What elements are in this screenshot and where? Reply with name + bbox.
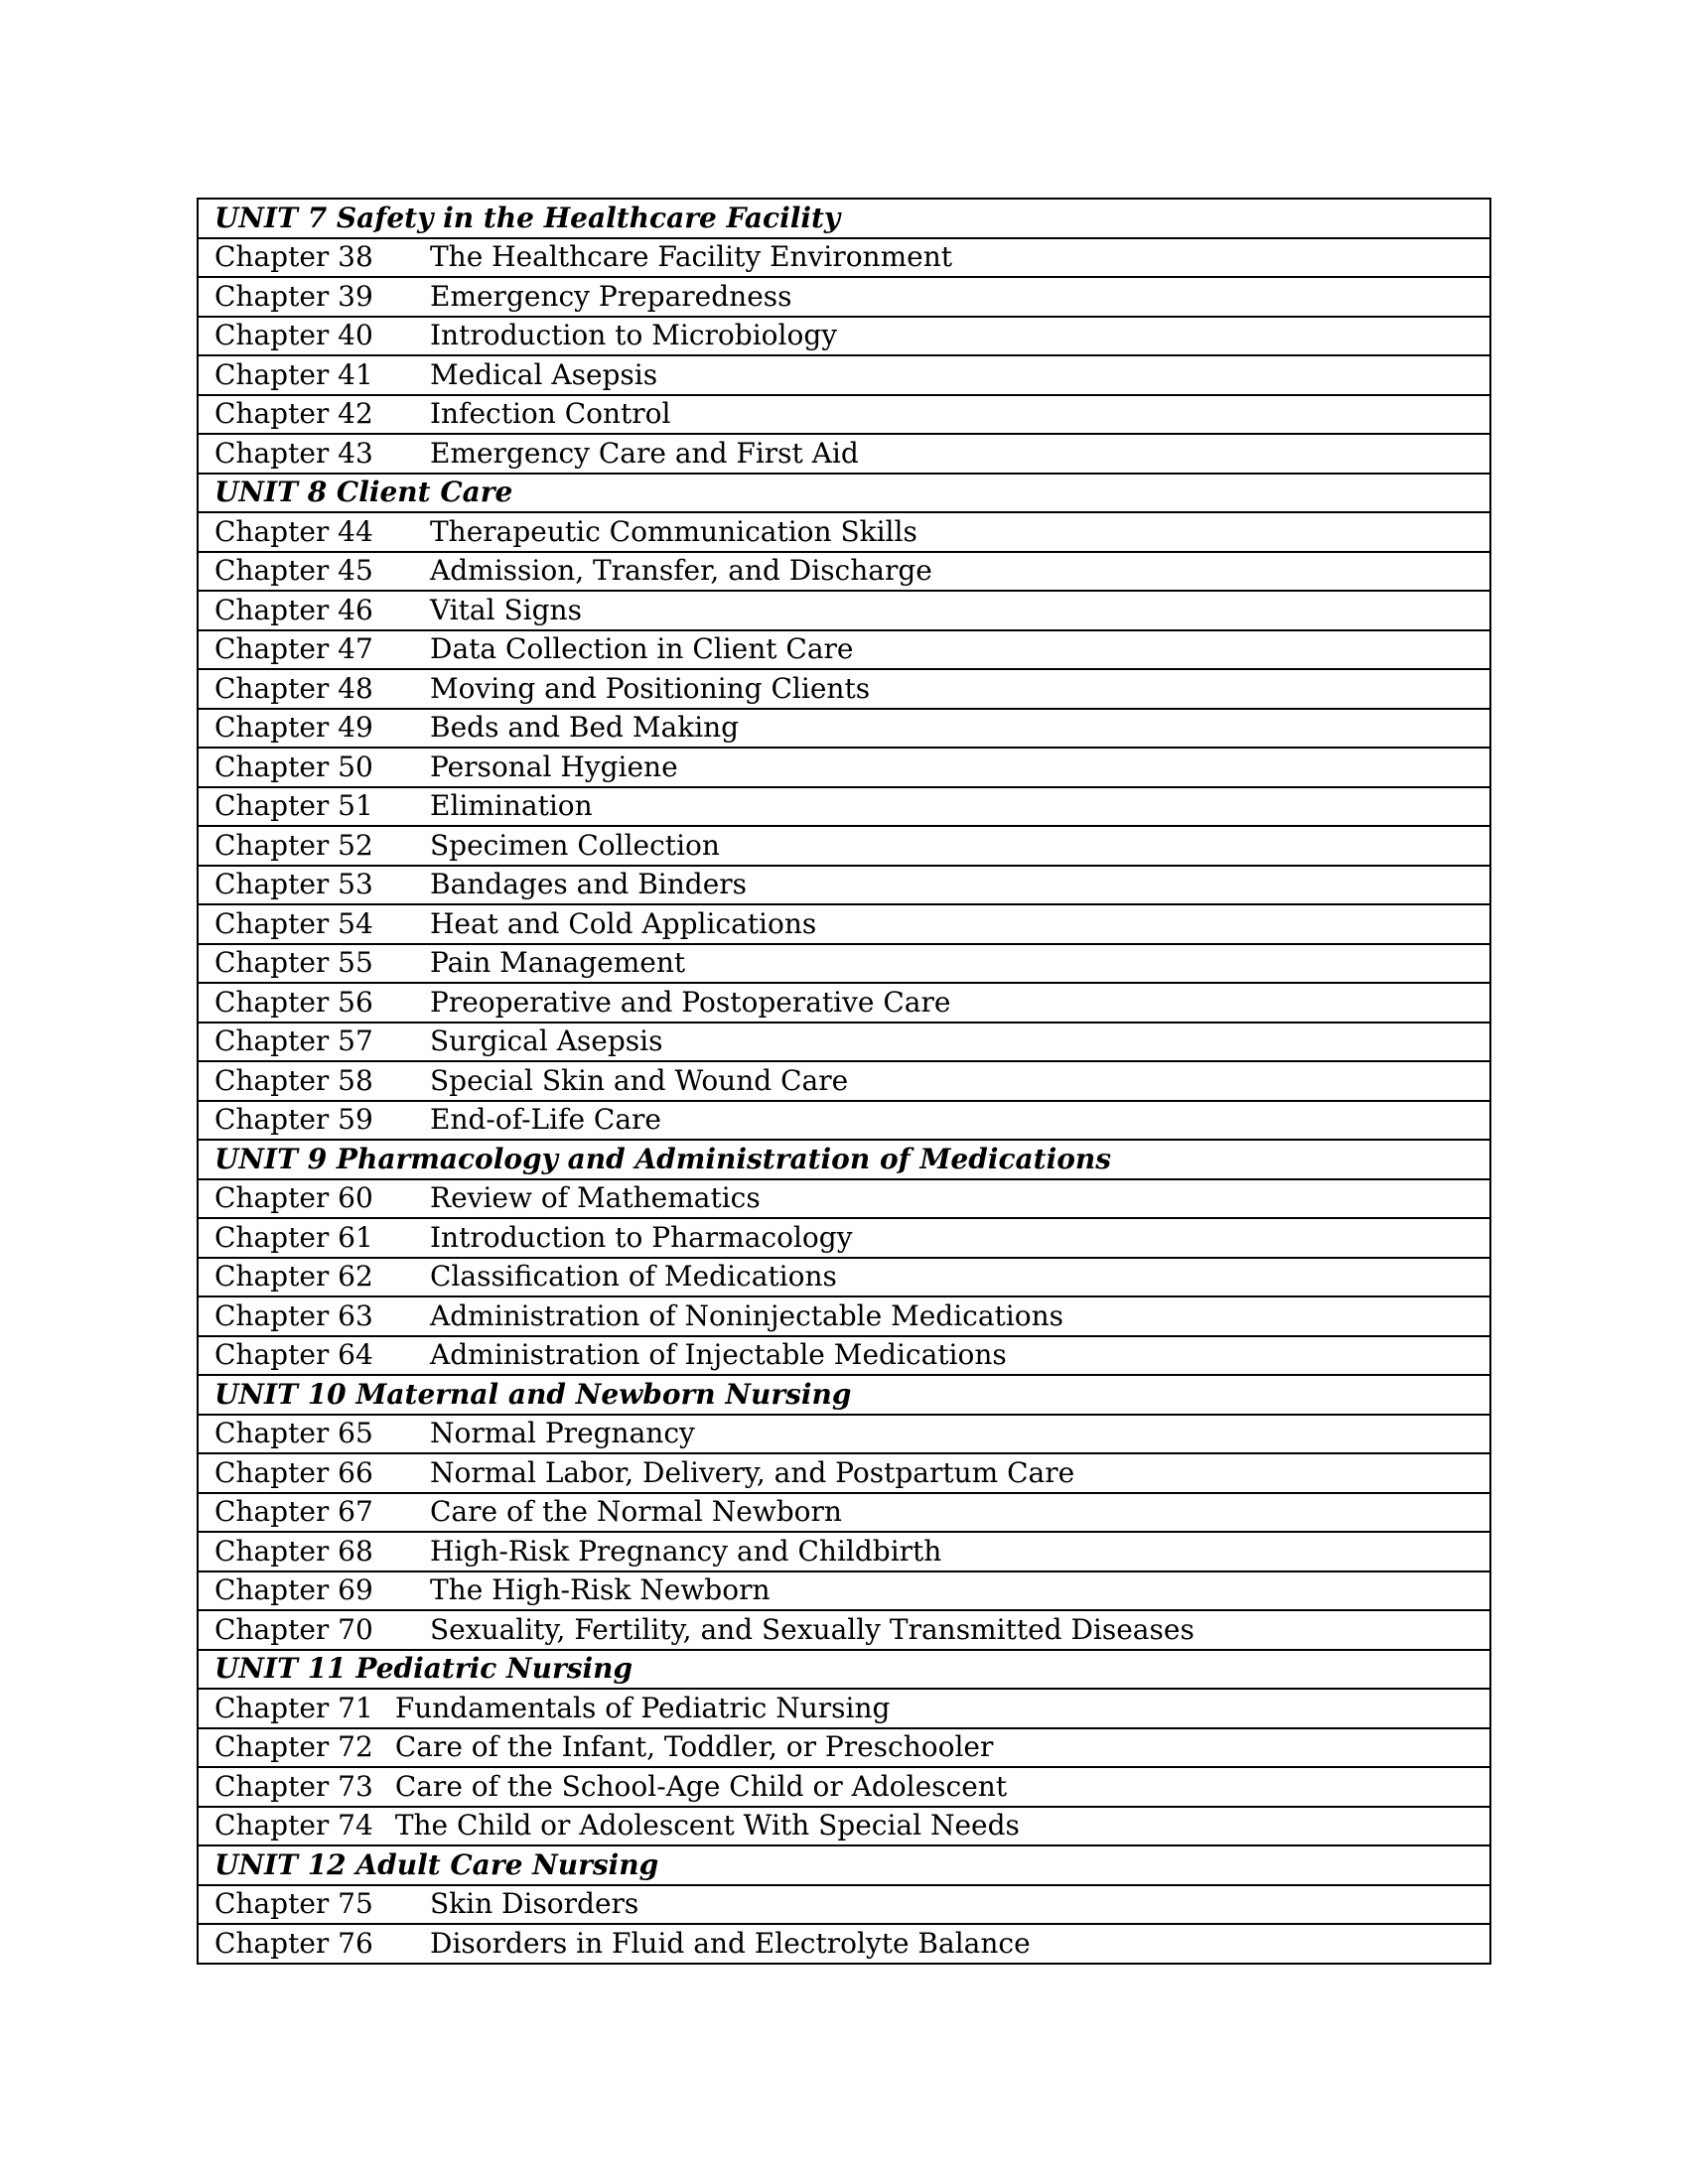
chapter-row: [199, 631, 1489, 671]
chapter-title: Introduction to Microbiology: [430, 319, 838, 352]
chapter-row: [199, 1925, 1489, 1965]
chapter-title: Special Skin and Wound Care: [430, 1063, 849, 1097]
chapter-title: Data Collection in Client Care: [430, 632, 854, 666]
chapter-title: End-of-Life Care: [430, 1103, 661, 1137]
chapter-row: [199, 1768, 1489, 1808]
chapter-title: Fundamentals of Pediatric Nursing: [394, 1691, 891, 1724]
chapter-number: Chapter 40: [214, 319, 373, 352]
chapter-row: [199, 1808, 1489, 1847]
chapter-number: Chapter 76: [214, 1926, 373, 1960]
chapter-number: Chapter 61: [214, 1220, 373, 1254]
chapter-number: Chapter 53: [214, 868, 373, 901]
chapter-row: [199, 278, 1489, 318]
unit-heading: UNIT 10 Maternal and Newborn Nursing: [199, 1376, 1489, 1416]
chapter-row: [199, 788, 1489, 828]
chapter-number: Chapter 68: [214, 1534, 373, 1568]
chapter-title: Sexuality, Fertility, and Sexually Transmitted Diseases: [430, 1612, 1195, 1646]
chapter-title: Care of the School-Age Child or Adolescent: [394, 1769, 1008, 1803]
chapter-title: Introduction to Pharmacology: [430, 1220, 853, 1254]
chapter-title: Elimination: [430, 789, 593, 823]
chapter-title: Infection Control: [430, 397, 671, 431]
chapter-row: [199, 827, 1489, 867]
chapter-title: Personal Hygiene: [430, 750, 678, 783]
chapter-number: Chapter 41: [214, 357, 373, 391]
chapter-row: [199, 1062, 1489, 1102]
chapter-row: [199, 435, 1489, 475]
chapter-number: Chapter 52: [214, 828, 373, 862]
chapter-number: Chapter 72: [214, 1730, 373, 1764]
chapter-title: High-Risk Pregnancy and Childbirth: [430, 1534, 942, 1568]
chapter-number: Chapter 43: [214, 436, 373, 470]
chapter-title: Care of the Normal Newborn: [430, 1495, 842, 1529]
chapter-title: Disorders in Fluid and Electrolyte Balance: [430, 1926, 1031, 1960]
chapter-title: The High-Risk Newborn: [430, 1573, 771, 1607]
chapter-title: Pain Management: [430, 946, 686, 980]
chapter-number: Chapter 59: [214, 1103, 373, 1137]
chapter-title: Preoperative and Postoperative Care: [430, 985, 951, 1019]
unit-heading: UNIT 8 Client Care: [199, 475, 1489, 514]
chapter-number: Chapter 51: [214, 789, 373, 823]
unit-heading: UNIT 7 Safety in the Healthcare Facility: [199, 200, 1489, 239]
chapter-row: [199, 1533, 1489, 1572]
chapter-title: Heat and Cold Applications: [430, 906, 817, 940]
chapter-number: Chapter 47: [214, 632, 373, 666]
chapter-title: Normal Labor, Delivery, and Postpartum Care: [430, 1455, 1075, 1489]
chapter-title: Emergency Preparedness: [430, 279, 792, 313]
chapter-title: Emergency Care and First Aid: [430, 436, 859, 470]
chapter-number: Chapter 60: [214, 1181, 373, 1215]
chapter-title: Beds and Bed Making: [430, 711, 740, 745]
chapter-row: [199, 356, 1489, 396]
chapter-row: [199, 592, 1489, 631]
chapter-row: [199, 945, 1489, 985]
chapter-number: Chapter 58: [214, 1063, 373, 1097]
chapter-title: Administration of Injectable Medications: [430, 1338, 1007, 1372]
chapter-title: Vital Signs: [430, 593, 582, 626]
chapter-row: [199, 513, 1489, 553]
unit-heading: UNIT 12 Adult Care Nursing: [199, 1846, 1489, 1886]
chapter-row: [199, 1416, 1489, 1455]
chapter-row: [199, 905, 1489, 945]
chapter-row: [199, 670, 1489, 710]
chapter-title: Admission, Transfer, and Discharge: [430, 554, 932, 588]
chapter-number: Chapter 63: [214, 1298, 373, 1332]
chapter-row: [199, 1180, 1489, 1220]
chapter-title: Classification of Medications: [430, 1260, 837, 1294]
chapter-number: Chapter 46: [214, 593, 373, 626]
chapter-number: Chapter 50: [214, 750, 373, 783]
chapter-number: Chapter 74: [214, 1809, 373, 1843]
chapter-number: Chapter 73: [214, 1769, 373, 1803]
chapter-title: Therapeutic Communication Skills: [430, 514, 917, 548]
chapter-row: [199, 1219, 1489, 1259]
chapter-title: Moving and Positioning Clients: [430, 671, 871, 705]
chapter-number: Chapter 69: [214, 1573, 373, 1607]
chapter-number: Chapter 71: [214, 1691, 373, 1724]
chapter-number: Chapter 64: [214, 1338, 373, 1372]
chapter-number: Chapter 66: [214, 1455, 373, 1489]
chapter-row: [199, 1102, 1489, 1142]
chapter-number: Chapter 56: [214, 985, 373, 1019]
chapter-title: Medical Asepsis: [430, 357, 658, 391]
chapter-number: Chapter 49: [214, 711, 373, 745]
chapter-row: [199, 1454, 1489, 1494]
chapter-row: [199, 867, 1489, 906]
chapter-number: Chapter 67: [214, 1495, 373, 1529]
chapter-title: Review of Mathematics: [430, 1181, 761, 1215]
chapter-row: [199, 1297, 1489, 1337]
chapter-title: Normal Pregnancy: [430, 1417, 695, 1450]
chapter-title: Surgical Asepsis: [430, 1024, 663, 1058]
chapter-number: Chapter 55: [214, 946, 373, 980]
chapter-row: [199, 1572, 1489, 1612]
chapter-row: [199, 1690, 1489, 1729]
chapter-number: Chapter 70: [214, 1612, 373, 1646]
chapter-number: Chapter 57: [214, 1024, 373, 1058]
chapter-number: Chapter 38: [214, 240, 373, 274]
chapter-title: Skin Disorders: [430, 1887, 639, 1921]
chapter-row: [199, 396, 1489, 436]
chapter-row: [199, 1024, 1489, 1063]
chapter-title: Administration of Noninjectable Medications: [430, 1298, 1064, 1332]
unit-heading: UNIT 11 Pediatric Nursing: [199, 1651, 1489, 1691]
unit-heading: UNIT 9 Pharmacology and Administration of Medications: [199, 1141, 1489, 1180]
chapter-title: Care of the Infant, Toddler, or Preschooler: [394, 1730, 994, 1764]
chapter-number: Chapter 65: [214, 1417, 373, 1450]
chapter-row: [199, 749, 1489, 788]
chapter-title: The Healthcare Facility Environment: [430, 240, 952, 274]
chapter-number: Chapter 62: [214, 1260, 373, 1294]
chapter-row: [199, 553, 1489, 593]
chapter-row: [199, 318, 1489, 357]
chapter-row: [199, 1729, 1489, 1769]
chapter-number: Chapter 75: [214, 1887, 373, 1921]
chapter-number: Chapter 45: [214, 554, 373, 588]
chapter-row: [199, 1611, 1489, 1651]
chapter-row: [199, 239, 1489, 279]
chapter-title: Bandages and Binders: [430, 868, 748, 901]
chapter-title: The Child or Adolescent With Special Needs: [394, 1809, 1020, 1843]
table-of-contents: [197, 198, 1491, 1965]
chapter-number: Chapter 54: [214, 906, 373, 940]
chapter-row: [199, 1337, 1489, 1377]
chapter-number: Chapter 44: [214, 514, 373, 548]
chapter-number: Chapter 39: [214, 279, 373, 313]
chapter-row: [199, 1494, 1489, 1534]
chapter-row: [199, 1259, 1489, 1298]
chapter-row: [199, 1886, 1489, 1926]
chapter-number: Chapter 48: [214, 671, 373, 705]
chapter-number: Chapter 42: [214, 397, 373, 431]
chapter-row: [199, 984, 1489, 1024]
chapter-row: [199, 710, 1489, 750]
chapter-title: Specimen Collection: [430, 828, 720, 862]
